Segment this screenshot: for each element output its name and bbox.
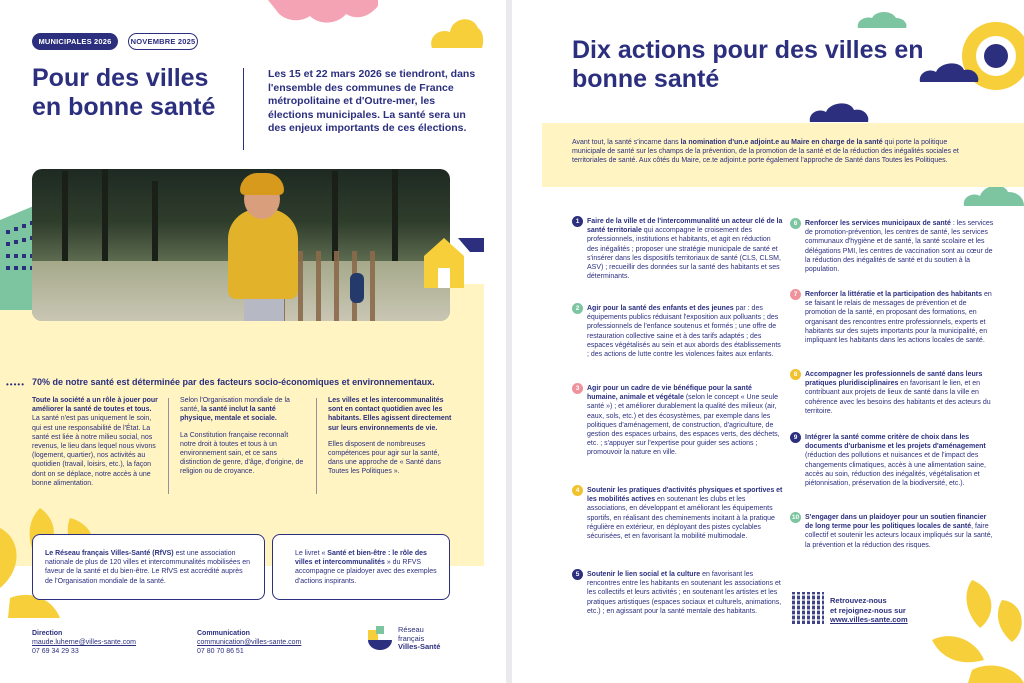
yellow-cloud-decoration <box>428 14 484 50</box>
contact-title: Communication <box>197 630 250 637</box>
green-cloud-decoration <box>856 10 908 28</box>
action-heading: Faire de la ville et de l'intercommunalité un acteur clé de la santé territoriale <box>587 218 783 235</box>
left-page <box>0 0 506 683</box>
action-item-1 <box>575 217 783 281</box>
intro-bold: la nomination d'un.e adjoint.e au Maire en charge de la santé <box>680 139 883 146</box>
action-number-badge: 2 <box>572 303 583 314</box>
sun-decoration <box>952 16 1024 96</box>
action-number-badge: 1 <box>572 216 583 227</box>
logo-line3: Villes-Santé <box>398 642 441 651</box>
action-text: en favorisant les rencontres entre les habitants en soutenant les associations et les collectifs et leurs activités ; en soutenant les artistes et les pratiques artistiques (espaces sociaux et culturels, animations, etc.) ; en agissant pour la santé mentale des habitants. <box>587 571 782 615</box>
leaves-decoration <box>932 580 1024 683</box>
rfvs-logo-text <box>398 626 440 652</box>
action-heading: Soutenir le lien social et la culture <box>587 571 701 578</box>
contact-communication <box>197 629 301 656</box>
rfvs-info-box <box>32 534 265 600</box>
booklet-pre: Le livret « <box>295 550 328 557</box>
contact-direction <box>32 629 136 656</box>
action-text: en se faisant le relais de messages de prévention et de promotion de la santé, en proposant des formations, en organisant des rencontres entre professionnels, experts et habitants sur des sujets importants pour la municipalité, en impliquant les habitants dans les actions locales de santé. <box>805 291 992 345</box>
action-text: (selon le concept « Une seule santé ») ; et améliorer durablement la qualité des milieux (air, eaux, sols, etc.) et des écosystèmes, par exemple dans les politiques d'aménagement, de construction, d'agriculture, de gestion des espaces urbains, des espaces verts, des déchets, etc. ; s'appuyer sur l'expertise pour guider ses actions ; promouvoir la nature en ville. <box>587 394 780 457</box>
booklet-title: Santé et bien-être : le rôle des villes et intercommunalités <box>295 550 427 567</box>
intro-text: Les 15 et 22 mars 2026 se tiendront, dans l'ensemble des communes de France métropolitaine et d'Outre-mer, les élections municipales. La santé sera un des enjeux importants de ces élections. <box>268 68 476 134</box>
column-divider <box>316 398 317 494</box>
action-number-badge: 8 <box>790 369 801 380</box>
intro-rest: qui porte la politique municipale de santé sur les champs de la prévention, de la promotion de la santé et de la réduction des inégalités sociales et territoriales de santé. Aux côtés du Maire, ce.te adjoint.e porte également l'approche de Santé dans Toutes les Politiques. <box>572 139 959 165</box>
col2-p1-bold: la santé inclut la santé physique, mentale et sociale. <box>180 406 277 423</box>
col3-p2: Elles disposent de nombreuses compétences pour agir sur la santé, dans une approche de « Santé dans Toutes les Politiques ». <box>328 440 441 476</box>
rfvs-logo <box>368 624 458 658</box>
house-icon <box>424 232 484 290</box>
action-item-7 <box>793 290 995 345</box>
rfvs-description: est une association nationale de plus de 120 villes et intercommunalités mobilisées en faveur de la santé et du bien-être. Le RfVS est accrédité auprès de l'Organisation mondiale de la santé. <box>45 550 251 585</box>
column-cities <box>328 396 454 484</box>
action-heading: Renforcer les services municipaux de santé <box>805 220 951 227</box>
right-page <box>512 0 1024 683</box>
col2-p2: La Constitution française reconnaît notre droit à toutes et tous à un environnement sain, et ce sans distinction de genre, d'âge, d'origine, de religion ou de croyance. <box>180 431 304 476</box>
intro-pre: Avant tout, la santé s'incarne dans <box>572 139 681 146</box>
intro-paragraph <box>572 138 972 166</box>
logo-line2: français <box>398 633 425 643</box>
action-number-badge: 4 <box>572 485 583 496</box>
booklet-description: » du RFVS accompagne ce plaidoyer avec des exemples d'actions inspirants. <box>295 559 437 585</box>
action-text: , faire collectif et soutenir les acteurs locaux impliqués sur la santé, la prévention et la réduction des risques. <box>805 523 993 549</box>
follow-us <box>830 596 908 625</box>
navy-cloud-decoration <box>808 100 870 122</box>
action-text: en soutenant les clubs et les associations, en développant et améliorant les équipements sportifs, en réalisant des cheminements incitant à la pratique régulière en extérieur, en déployant des pistes cyclables sécurisées, et en favorisant la mobilité multimodale. <box>587 496 775 541</box>
action-heading: S'engager dans un plaidoyer pour un soutien financier de long terme pour les politiques locales de santé <box>805 514 987 531</box>
action-item-2 <box>575 304 783 359</box>
action-item-3 <box>575 384 783 458</box>
title-divider <box>243 68 244 150</box>
dotted-marker: ••••• <box>6 380 26 389</box>
follow-line1: Retrouvez-nous <box>830 596 887 605</box>
action-item-10 <box>791 513 995 550</box>
action-heading: Intégrer la santé comme critère de choix dans les documents d'urbanisme et les projets d'aménagement <box>805 434 986 451</box>
action-heading: Soutenir les pratiques d'activités physiques et sportives et les mobilités actives <box>587 487 783 504</box>
action-text: : les services de promotion-prévention, les centres de santé, les services communaux d'hygiène et de santé, la santé scolaire et les délégations PMI, les centres de vaccination sont au cœur de la réduction des inégalités de santé et du soutien à la population. <box>805 220 994 274</box>
col3-p1: Les villes et les intercommunalités sont en contact quotidien avec les habitants. Elles agissent directement sur leurs environnements de vie. <box>328 397 452 432</box>
action-item-4 <box>575 486 783 541</box>
qr-code[interactable] <box>792 592 824 624</box>
action-number-badge: 5 <box>572 569 583 580</box>
action-number-badge: 3 <box>572 383 583 394</box>
action-heading: Agir pour la santé des enfants et des jeunes <box>587 305 734 312</box>
action-heading: Agir pour un cadre de vie bénéfique pour la santé humaine, animale et végétale <box>587 385 752 402</box>
column-society <box>32 396 158 495</box>
logo-line1: Réseau <box>398 625 424 634</box>
actions-title: Dix actions pour des villes en bonne santé <box>572 36 924 93</box>
pink-cloud-decoration <box>268 0 378 24</box>
booklet-info-box <box>272 534 450 600</box>
column-divider <box>168 398 169 494</box>
action-text: par : des équipements publics réduisant l'exposition aux polluants ; des professionnels de l'enfance soutenus et formés ; une offre de restauration collective saine et à des tarifs adaptés ; des espaces végétalisés au sein et aux abords des établissements ; des actions de lutte contre les violences faites aux enfants. <box>587 305 781 359</box>
follow-line2: et rejoignez-nous sur <box>830 605 906 615</box>
action-item-5 <box>575 570 783 616</box>
contact-phone: 07 69 34 29 33 <box>32 648 79 655</box>
date-tag: NOVEMBRE 2025 <box>128 33 198 50</box>
action-text: qui accompagne le croisement des professionnels, institutions et habitants, et agit en réduction des inégalités ; proposer une stratégie municipale de santé et s'insérer dans les dispositifs territoriaux de santé (CLS, CLSM, ASV) ; recueillir des données sur la santé des habitants et ses déterminants. <box>587 227 781 281</box>
action-number-badge: 10 <box>790 512 801 523</box>
website-link[interactable]: www.villes-sante.com <box>830 615 908 624</box>
action-text: (réduction des pollutions et nuisances et de l'impact des changements climatiques, accès à une alimentation saine, accès au soin, réduction des inégalités, végétalisation et piétonnisation, préservation de la biodiversité, etc.). <box>805 452 986 488</box>
action-item-9 <box>793 433 995 488</box>
col1-text: La santé n'est pas uniquement le soin, qui est une responsabilité de l'État. La santé est liée à notre milieu social, nos revenus, le lieu dans lequel nous vivons (logement, quartier), nos activités au quotidien (travail, loisirs, etc.), la façon dont on se déplace, notre accès à une bonne alimentation. <box>32 415 156 487</box>
child-park-photo <box>32 169 450 321</box>
action-number-badge: 7 <box>790 289 801 300</box>
column-who <box>180 396 306 484</box>
rfvs-logo-icon <box>368 626 392 650</box>
health-statistic: 70% de notre santé est déterminée par des facteurs socio-économiques et environnementaux. <box>32 377 435 387</box>
action-number-badge: 6 <box>790 218 801 229</box>
contact-email-link[interactable]: communication@villes-sante.com <box>197 639 302 646</box>
contact-title: Direction <box>32 630 63 637</box>
page-title: Pour des villes en bonne santé <box>32 64 216 121</box>
col2-p1-text: Selon l'Organisation mondiale de la santé, <box>180 397 290 414</box>
rfvs-name: Le Réseau français Villes-Santé (RfVS) <box>45 550 174 557</box>
action-heading: Renforcer la littératie et la participation des habitants <box>805 291 982 298</box>
action-number-badge: 9 <box>790 432 801 443</box>
action-item-8 <box>793 370 995 416</box>
municipales-tag: MUNICIPALES 2026 <box>32 33 118 50</box>
action-heading: Accompagner les professionnels de santé dans leurs pratiques pluridisciplinaires <box>805 371 983 388</box>
contact-phone: 07 80 70 86 51 <box>197 648 244 655</box>
col1-lead: Toute la société a un rôle à jouer pour améliorer la santé de toutes et tous. <box>32 397 158 414</box>
contact-email-link[interactable]: maude.luherne@villes-sante.com <box>32 639 136 646</box>
action-text: en favorisant le lien, et en contribuant aux projets de lieux de santé dans la ville en cohérence avec les besoins des habitants et des acteurs du territoire. <box>805 380 991 415</box>
action-item-6 <box>793 219 995 274</box>
